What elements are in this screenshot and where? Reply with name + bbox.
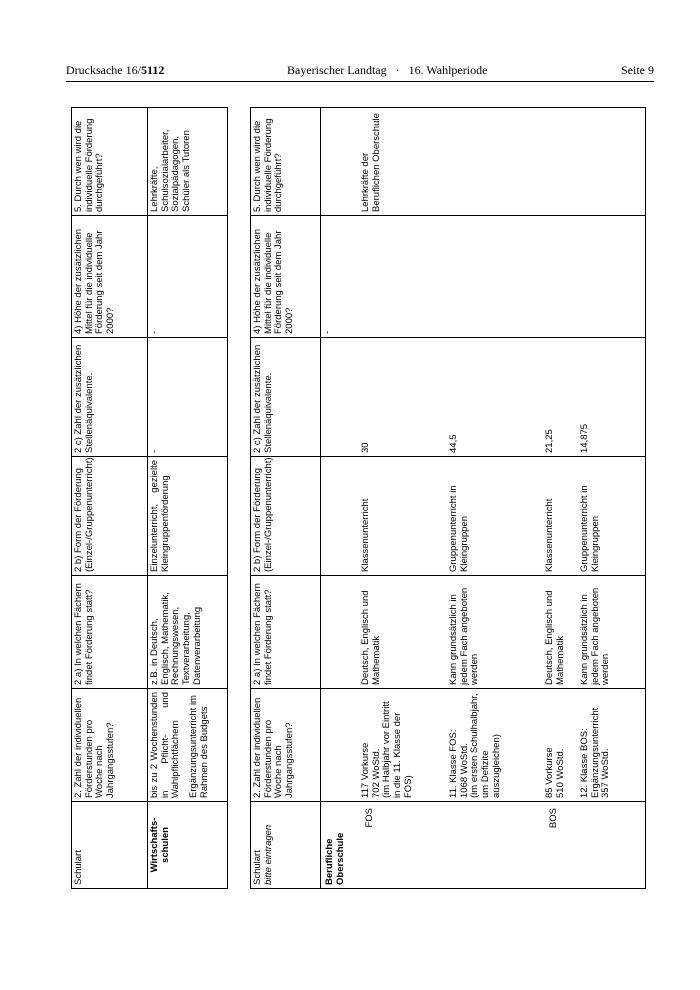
faecher-spacer xyxy=(321,576,361,688)
table-1-area xyxy=(71,108,227,889)
faecher-fos: Deutsch, Englisch und Mathematik xyxy=(360,590,382,685)
table-2-area xyxy=(250,108,645,889)
form-fos-11: Gruppenunterricht in Kleingruppen xyxy=(448,485,470,572)
header-schulart xyxy=(251,802,321,889)
stunden-bos: 85 Vorkurse 510 WoStd. xyxy=(544,747,566,798)
faecher-bos: Deutsch, Englisch und Mathematik xyxy=(544,590,566,685)
stunden-text-2: Ergänzungsunterricht im Rahmen des Budgets xyxy=(187,695,210,798)
page-number: Seite 9 xyxy=(621,63,654,77)
header-mittel: 4) Höhe der zusätzlichen Mittel für die individuelle Förderung seit dem Jahr 2000? xyxy=(72,216,148,338)
stellen-bos: 21,25 xyxy=(544,429,555,453)
table-1-header-row xyxy=(72,108,148,889)
header-form: 2 b) Form der Förderung (Einzel-/Gruppenunterricht) xyxy=(251,457,321,576)
form-fos: Klassenunterricht xyxy=(360,498,371,572)
stellen-cell xyxy=(321,338,646,457)
header-form: 2 b) Form der Förderung (Einzel-/Gruppenunterricht) xyxy=(72,457,148,576)
faecher-fos-11: Kann grundsätzlich in jedem Fach angeboten werden xyxy=(448,587,481,685)
row-label-spacer xyxy=(453,802,549,888)
stellen-spacer xyxy=(321,338,361,456)
form-bos-12: Gruppenunterricht in Kleingruppen xyxy=(579,485,601,572)
table-row xyxy=(321,108,646,889)
form-bos: Klassenunterricht xyxy=(544,498,555,572)
table-berufliche-oberschule xyxy=(250,107,646,889)
header-stellen: 2 c) Zahl der zusätzlichen Stellenäquivalente. xyxy=(251,338,321,457)
header-schulart: Schulart xyxy=(72,802,148,889)
stunden-fos-11: 11. Klasse FOS: 1068 WoStd. (im ersten Schulhalbjahr, um Defizite auszugleichen) xyxy=(448,693,502,798)
row-label-fos: FOS xyxy=(364,808,375,828)
durch-wen-cell xyxy=(321,108,646,216)
page-header xyxy=(66,63,654,81)
durch-wen-spacer xyxy=(321,108,361,215)
document-number-prefix: Drucksache 16/ xyxy=(66,63,141,77)
mittel-cell: - xyxy=(321,216,646,338)
stunden-cell xyxy=(321,689,646,802)
schulart-cell xyxy=(321,802,646,889)
header-faecher: 2 a) In welchen Fächern findet Förderung statt? xyxy=(251,576,321,689)
stellen-fos-11: 44,5 xyxy=(448,434,459,453)
form-spacer xyxy=(321,457,361,575)
parliament-title-text: Bayerischer Landtag · 16. Wahlperiode xyxy=(287,63,488,77)
header-foerderstunden: 2. Zahl der individuellen Förderstunden pro Woche nach Jahrgangsstufen? xyxy=(251,689,321,802)
header-durch-wen: 5. Durch wen wird die individuelle Förderung durchgeführt? xyxy=(72,108,148,216)
table-wirtschaftsschulen xyxy=(71,107,228,889)
durch-wen-cell: Lehrkräfte, Schulsozialarbeiter, Sozialpädagogen, Schüler als Tutoren xyxy=(148,108,228,216)
stellen-fos: 30 xyxy=(360,442,371,453)
stellen-bos-12: 14,875 xyxy=(579,423,590,453)
stunden-fos: 117 Vorkurse 702 WoStd. (im Halbjahr vor Eintritt in die 11. Klasse der FOS) xyxy=(360,701,414,798)
header-durch-wen: 5. Durch wen wird die individuelle Förderung durchgeführt? xyxy=(251,108,321,216)
parliament-title xyxy=(287,63,487,78)
stellen-cell: - xyxy=(148,338,228,457)
faecher-cell xyxy=(321,576,646,689)
mittel-cell: - xyxy=(148,216,228,338)
form-cell xyxy=(321,457,646,576)
stunden-spacer xyxy=(321,689,361,801)
schulart-cell: Wirtschaftsschulen xyxy=(148,802,228,889)
stunden-text-1: bis zu 2 Wochenstunden in Pflicht- und Wahlpflichtfächern xyxy=(149,692,182,798)
faecher-bos-12: Kann grundsätzlich in jedem Fach angeboten werden xyxy=(579,587,612,685)
header-faecher: 2 a) In welchen Fächern findet Förderung statt? xyxy=(72,576,148,689)
faecher-cell: z.B. in Deutsch, Englisch, Mathematik, Rechnungswesen, Textverarbeitung, Datenverarbeitung xyxy=(148,576,228,689)
header-foerderstunden: 2. Zahl der individuellen Förderstunden pro Woche nach Jahrgangsstufen? xyxy=(72,689,148,802)
stunden-bos-12: 12. Klasse BOS: Ergänzungsunterricht 357 WoStd. xyxy=(579,707,612,798)
document-number-value: 5112 xyxy=(140,63,165,77)
table-row xyxy=(148,108,228,889)
header-stellen: 2 c) Zahl der zusätzlichen Stellenäquivalente. xyxy=(72,338,148,457)
group-label: Berufliche Oberschule xyxy=(324,832,346,885)
header-mittel: 4) Höhe der zusätzlichen Mittel für die individuelle Förderung seit dem Jahr 2000? xyxy=(251,216,321,338)
header-rule xyxy=(66,81,654,82)
header-bitte-eintragen: bitte eintragen xyxy=(262,824,274,885)
form-cell: Einzelunterricht, gezielte Kleingruppenförderung xyxy=(148,457,228,576)
row-label-bos: BOS xyxy=(548,808,559,829)
table-2-header-row xyxy=(251,108,321,889)
stunden-cell xyxy=(148,689,228,802)
document-number xyxy=(66,63,164,78)
durch-wen-text: Lehrkräfte der Beruflichen Oberschule xyxy=(360,113,382,212)
header-schulart-label: Schulart xyxy=(252,850,263,885)
